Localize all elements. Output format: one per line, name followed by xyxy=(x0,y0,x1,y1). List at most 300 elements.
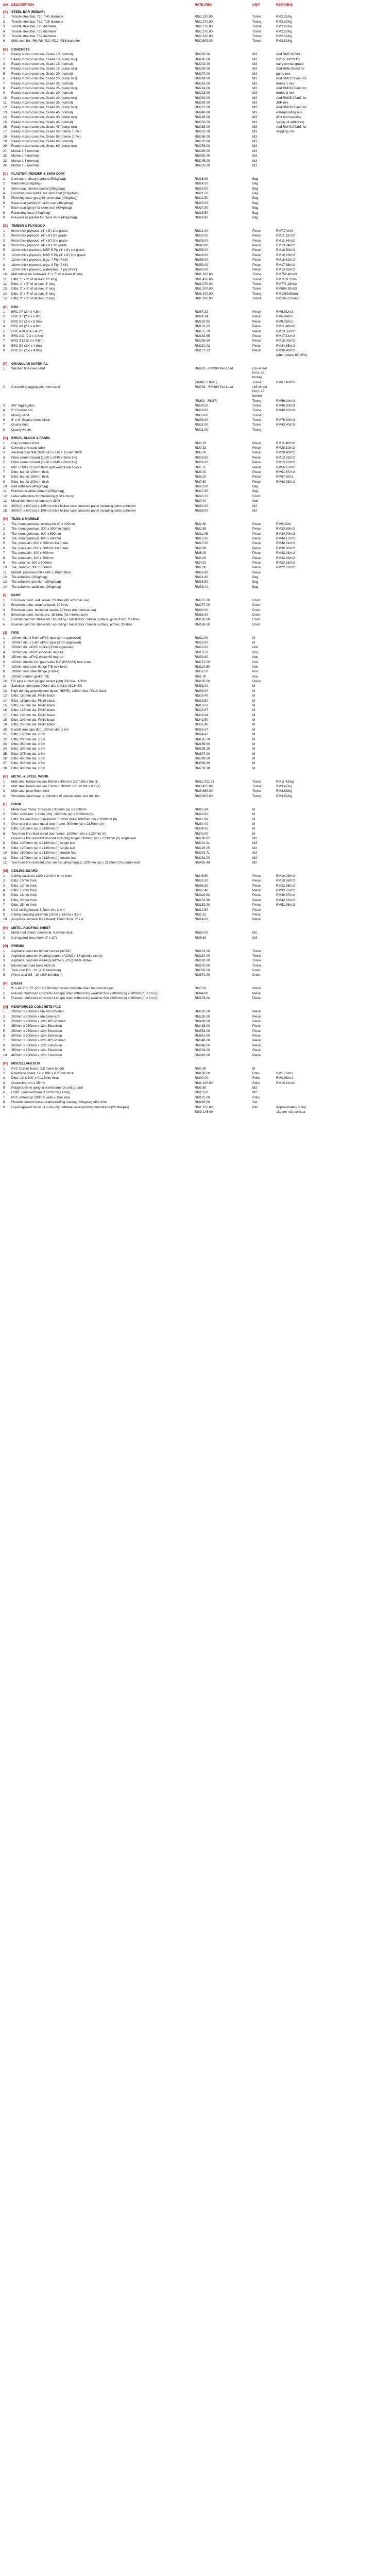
item-remark xyxy=(276,860,372,865)
item-rate: RM55.00 xyxy=(195,258,208,262)
item-number: 6 xyxy=(3,201,5,205)
item-remark xyxy=(276,504,372,509)
item-description: Ready mixed concrete, Grade 10 (pump mix) xyxy=(11,57,77,61)
item-description: Ditto; 110mm dia. PN10 black xyxy=(11,699,55,703)
item-description: PVC Cornel Board; 2.5 meter length xyxy=(11,1066,64,1071)
item-number: 1 xyxy=(3,367,5,371)
table-row xyxy=(3,1086,372,1090)
section-header-row xyxy=(3,867,372,874)
item-unit: Tonne xyxy=(252,380,262,384)
item-unit: Tonne xyxy=(252,273,262,277)
item-number: 10 xyxy=(3,1053,7,1057)
item-number: 4 xyxy=(3,963,5,968)
item-unit: Tonne xyxy=(252,20,262,24)
item-rate: RM2.55 xyxy=(195,527,207,531)
item-rate: RM40.00 xyxy=(195,267,208,272)
item-unit: M2 xyxy=(252,851,257,855)
table-row xyxy=(3,836,372,841)
item-description: Ditto; 125mm dia. PN10 black xyxy=(11,708,55,713)
item-unit: M3 xyxy=(252,163,257,167)
item-rate: RM15.90 xyxy=(195,537,208,541)
table-row xyxy=(3,494,372,499)
item-rate: RM258.00 xyxy=(195,125,210,129)
table-row xyxy=(3,338,372,343)
table-row xyxy=(3,766,372,771)
table-row xyxy=(3,215,372,220)
item-remark: Add RM12.00/m3 for xyxy=(276,77,306,81)
item-remark xyxy=(276,640,372,645)
table-row xyxy=(3,949,372,954)
item-number: 9 xyxy=(3,91,5,95)
item-description: Ditto; 250mm dia. PN10 black xyxy=(11,723,55,727)
item-rate: RM902 - RM990 Per Load xyxy=(195,367,233,371)
item-remark xyxy=(276,713,372,718)
table-row xyxy=(3,1043,372,1048)
item-rate: RM29.40 xyxy=(195,694,208,698)
item-number: 9 xyxy=(3,674,5,679)
item-rate: RM1,150.00 xyxy=(195,1105,213,1109)
item-description: 200mm x 200mm x 6m M/S Pointed xyxy=(11,1010,64,1014)
item-unit: Piece xyxy=(252,912,261,917)
item-unit: Pail xyxy=(252,1105,258,1109)
item-description: Asphaltic concrete binder course (ACBC) xyxy=(11,949,72,953)
item-rate: RM38.00 xyxy=(195,239,208,243)
item-remark: RM33.33/m2 xyxy=(276,556,295,560)
item-description: High density polyethylene pipes (HDPE), 110mm dia. PN10 black xyxy=(11,689,107,693)
table-row xyxy=(3,580,372,585)
table-row xyxy=(3,1029,372,1033)
item-description: Mild steel bar, R6, R8, R10, R12, R16 diameter xyxy=(11,39,80,43)
item-rate: RM208.60 xyxy=(195,339,210,343)
item-number: 1 xyxy=(3,949,5,953)
item-unit: Piece xyxy=(252,1019,261,1023)
item-description: 200mm x 200mm x 6m Extension xyxy=(11,1014,60,1019)
section-letter: [D] xyxy=(3,224,8,228)
item-number: 6 xyxy=(3,39,5,43)
item-unit: M3 xyxy=(252,140,257,144)
item-unit: Tonne xyxy=(252,29,262,33)
item-number: 3 xyxy=(3,319,5,324)
table-row xyxy=(3,348,372,353)
item-description: Ditto; 200mm dia. PN10 black xyxy=(11,718,55,722)
item-rate: SGD 145.00 xyxy=(195,1110,213,1114)
item-unit: Tonne xyxy=(252,949,262,953)
item-remark: RM48.61/m2 xyxy=(276,541,295,546)
item-rate: RM285.00 xyxy=(195,149,210,153)
item-unit: Bag xyxy=(252,201,259,205)
item-unit: Drum xyxy=(252,622,261,626)
item-unit: Tonne xyxy=(252,15,262,19)
item-number: 9 xyxy=(3,846,5,850)
item-unit: Piece xyxy=(252,1039,261,1043)
item-number: 23 xyxy=(3,742,7,746)
table-row xyxy=(3,20,372,24)
item-description: Mild steel hollow section 75mm x 100mm x 2.3m thk x 6m (1) xyxy=(11,785,100,789)
item-number: 3 xyxy=(3,884,5,888)
item-number: 19 xyxy=(3,723,7,727)
item-description: Corrugated zinc sheet (2' x 10') xyxy=(11,936,57,940)
item-unit: M2 xyxy=(252,841,257,845)
item-description: Ditto; 1" x 9" of at least 8' long xyxy=(11,282,55,286)
item-rate: RM0.33 xyxy=(195,446,207,450)
item-number: 10 xyxy=(3,96,7,100)
item-rate: RM261.00 xyxy=(195,856,210,860)
item-number: 14 xyxy=(3,699,7,703)
table-row xyxy=(3,196,372,201)
table-row xyxy=(3,846,372,851)
item-rate: RM158.00 xyxy=(195,1071,210,1075)
item-rate: RM749.00 xyxy=(195,1048,210,1053)
item-unit: M xyxy=(252,699,255,703)
item-unit: M3 xyxy=(252,149,257,153)
table-row xyxy=(3,1066,372,1071)
item-remark xyxy=(276,703,372,708)
item-number: 7 xyxy=(3,837,5,841)
item-description: Ditto; 12mm thick xyxy=(11,884,37,888)
section-header-row xyxy=(3,1003,372,1010)
item-unit: Bag xyxy=(252,206,259,210)
item-description: Tack coat RS - 1K (200 litre/drum) xyxy=(11,969,61,973)
item-number: 26 xyxy=(3,757,7,761)
table-row xyxy=(3,154,372,158)
item-description: Prime coat SS - 1K (200 litre/drum) xyxy=(11,973,63,977)
item-number: 2 xyxy=(3,315,5,319)
item-unit: Piece xyxy=(252,239,261,243)
item-remark: pump mix xyxy=(276,72,291,76)
item-number: 7 xyxy=(3,1039,5,1043)
item-remark: RM751.48/m3 xyxy=(276,273,297,277)
item-rate: RM42.00 xyxy=(195,832,208,836)
item-unit: Tonne xyxy=(252,287,262,291)
item-unit: Piece xyxy=(252,893,261,897)
table-row xyxy=(3,963,372,968)
item-remark: RM51.36/m2 xyxy=(276,903,295,907)
item-remark xyxy=(276,936,372,940)
item-unit: Piece xyxy=(252,532,261,536)
item-unit: Nos xyxy=(252,674,259,679)
section-letter: [P] xyxy=(3,981,8,986)
item-unit: M xyxy=(252,742,255,746)
item-unit: Drum xyxy=(252,618,261,622)
item-remark xyxy=(276,917,372,922)
item-description: Structural steel beams, columns of various sizes and the like xyxy=(11,794,100,798)
item-remark: Add RM25.00/m3 for xyxy=(276,96,306,100)
item-description: Ready mixed concrete, Grade 40 (normal) xyxy=(11,110,73,114)
item-number: 27 xyxy=(3,761,7,766)
item-rate: RM15.00 xyxy=(195,641,208,645)
item-rate: RM17.50 xyxy=(195,541,208,546)
item-number: 1 xyxy=(3,987,5,991)
table-row xyxy=(3,258,372,262)
item-remark xyxy=(276,689,372,693)
item-number: 8 xyxy=(3,841,5,845)
item-number xyxy=(3,394,11,398)
item-description: 3/4" Aggregates xyxy=(11,403,35,408)
item-remark: RM3.80/kg xyxy=(276,794,292,798)
item-description: Ditto; but for 200mm thick xyxy=(11,480,49,484)
item-unit: Piece xyxy=(252,546,261,550)
item-remark: RM6.94/m2 xyxy=(276,315,294,319)
item-remark xyxy=(276,585,372,589)
item-unit: M3 xyxy=(252,144,257,148)
table-row xyxy=(3,551,372,555)
item-rate: RM0.40 xyxy=(195,499,207,503)
item-remark: RM2.27/kg xyxy=(276,20,292,24)
item-number: 1 xyxy=(3,779,5,784)
item-remark xyxy=(276,723,372,727)
table-row xyxy=(3,888,372,893)
table-row xyxy=(3,622,372,627)
table-row xyxy=(3,106,372,110)
item-unit: Tonne xyxy=(252,785,262,789)
item-remark: RM11.44/m2 xyxy=(276,239,295,243)
item-remark: tremie 2 mix xyxy=(276,91,294,95)
table-row xyxy=(3,191,372,196)
item-number: 9 xyxy=(3,561,5,565)
item-number: 1 xyxy=(3,177,5,181)
item-rate: RM56.50 xyxy=(195,670,208,674)
table-row xyxy=(3,1071,372,1076)
item-remark xyxy=(276,177,372,181)
section-header-row xyxy=(3,303,372,310)
table-row xyxy=(3,1048,372,1053)
table-row xyxy=(3,504,372,509)
item-description: Cement and sand brick xyxy=(11,446,45,450)
item-number: 7 xyxy=(3,423,5,427)
item-number: 5 xyxy=(3,34,5,38)
table-row xyxy=(3,344,372,348)
item-rate: RM43.00 xyxy=(195,244,208,248)
item-unit: M xyxy=(252,718,255,722)
item-rate: RM3,475.00 xyxy=(195,785,213,789)
item-description: 100mm ductile iron gate valve D/F (BS5163) haw b-tek xyxy=(11,660,92,664)
item-number: 15 xyxy=(3,509,7,513)
item-description: BRC B9 (2.4 x 4.8m) xyxy=(11,344,42,348)
item-description: Ditto; 1800mm (w) x 2130mm (h) double leaf xyxy=(11,856,77,860)
item-description: Liquid-applied moisture cure polyurethane waterproofing membrane (20 litre/pail) xyxy=(11,1105,129,1109)
table-row xyxy=(3,650,372,655)
item-number: 8 xyxy=(3,1100,5,1105)
item-number: 21 xyxy=(3,149,7,153)
item-description: Ditto; 160mm dia. PN10 black xyxy=(11,713,55,717)
item-rate: RM11.60 xyxy=(195,807,208,811)
item-description: Fibre cement board (1220 x 2440 x 6mm thk) xyxy=(11,461,77,465)
table-row xyxy=(3,181,372,186)
item-rate: RM2.00 xyxy=(195,566,207,570)
item-remark: RM1063.28/m3 xyxy=(276,297,299,301)
item-description: Fibre cement board (1220 x 2440 x 9mm thk) xyxy=(11,455,77,460)
item-remark xyxy=(276,159,372,163)
item-number: 2 xyxy=(3,991,5,995)
item-number: 7 xyxy=(3,551,5,555)
item-remark xyxy=(276,1029,372,1033)
item-description: Ditto; 250mm dia. x 6m xyxy=(11,742,45,746)
item-description: 250mm x 250mm x 12m M/S Pointed xyxy=(11,1019,66,1023)
table-row xyxy=(3,784,372,789)
table-row xyxy=(3,159,372,163)
item-remark: RM56.34/m3 xyxy=(276,399,295,403)
table-row xyxy=(3,413,372,418)
table-row xyxy=(3,67,372,72)
item-description: Precast reinforced concrete U-shape drain without dry weather flow (300mm(w) x 600mm(h) x 1m (l)) xyxy=(11,991,159,995)
item-unit: Tonne xyxy=(252,292,262,296)
item-number: 21 xyxy=(3,733,7,737)
item-remark: RM44.65/m2 xyxy=(276,898,295,902)
item-description: 12mm thick plywood, tego, 7 Ply (4'x8') xyxy=(11,258,69,262)
item-remark xyxy=(276,930,372,935)
table-row xyxy=(3,817,372,822)
item-rate: RM438.00 xyxy=(195,1019,210,1023)
item-unit: M xyxy=(252,636,255,640)
item-rate: RM91.34 xyxy=(195,315,208,319)
item-remark xyxy=(276,494,372,499)
item-description xyxy=(11,380,195,385)
item-unit: Tonne xyxy=(252,779,262,784)
item-number: 18 xyxy=(3,718,7,722)
item-description: Wallcrete (50kg/bag) xyxy=(11,182,42,186)
item-number: 8 xyxy=(3,908,5,912)
item-rate: RM3,660.00 xyxy=(195,789,213,793)
table-row xyxy=(3,756,372,761)
item-remark xyxy=(276,958,372,963)
item-description: Tile, homogeneous, 300 x 300mm (light) xyxy=(11,527,71,531)
item-rate: RM569.80 xyxy=(195,761,210,766)
item-number: 18 xyxy=(3,134,7,139)
item-rate: RM2,500.00 xyxy=(195,39,213,43)
item-description: Ready mixed concrete, Grade 25 (normal) xyxy=(11,81,73,86)
item-description: Stainless steel pipe 20mm dia. X 0.1m (SCH 40) xyxy=(11,684,82,688)
item-description: 300mm x 300mm x 12m Extension xyxy=(11,1034,62,1038)
item-description: Ready mixed concrete, Grade 30 (pump mix) xyxy=(11,96,77,100)
item-remark xyxy=(276,154,372,158)
item-description: Ready mixed concrete, Grade 35 (pump mix) xyxy=(11,106,77,110)
item-number: 2 xyxy=(3,1071,5,1075)
item-remark: RM3.66/kg xyxy=(276,789,292,793)
item-remark: RM17.83/m2 xyxy=(276,263,295,267)
item-description: Ready mixed concrete, Grade 60 (normal) xyxy=(11,140,73,144)
item-unit: M3 xyxy=(252,53,257,57)
table-row xyxy=(3,968,372,973)
item-description: Mortar 1:8 (normal) xyxy=(11,163,40,167)
item-number: 3 xyxy=(3,817,5,821)
item-rate: RM15.00 xyxy=(195,201,208,205)
item-unit: Piece xyxy=(252,470,261,474)
item-unit xyxy=(252,1110,276,1114)
item-number: 6 xyxy=(3,465,5,469)
item-unit: Tonne xyxy=(252,297,262,301)
item-rate: RM67.32 xyxy=(195,310,208,314)
table-row xyxy=(3,912,372,917)
item-unit: M2 xyxy=(252,509,257,513)
item-number: 15 xyxy=(3,703,7,707)
item-rate: RM1,100.00 xyxy=(195,1081,213,1085)
item-rate: RM52.00 xyxy=(195,684,208,688)
item-unit: M3 xyxy=(252,134,257,139)
item-rate: RM290.82 xyxy=(195,837,210,841)
item-rate: RM134.00 xyxy=(195,954,210,958)
item-rate: RM48.50 xyxy=(195,874,208,878)
item-description: Tensile steel bar, T12, T16 diameter xyxy=(11,20,64,24)
item-unit: Tonne xyxy=(252,418,262,422)
item-number: 3 xyxy=(3,532,5,536)
item-unit: Piece xyxy=(252,263,261,267)
item-unit: M3 xyxy=(252,96,257,100)
table-row xyxy=(3,272,372,277)
item-unit: M3 xyxy=(252,57,257,61)
item-description xyxy=(11,1110,195,1114)
item-rate: RM166.00 xyxy=(195,618,210,622)
item-description: Tensile steel bar, T10, T40 diameter xyxy=(11,15,64,19)
table-row xyxy=(3,669,372,674)
section-title: PLASTER, RENDER & SKIM COAT xyxy=(11,172,65,176)
item-remark: RM15.00/m3 for xyxy=(276,57,300,61)
table-row xyxy=(3,206,372,210)
item-rate xyxy=(195,376,252,380)
item-unit: Piece xyxy=(252,455,261,460)
item-description: 150mm dia. uPVC socket (2mm approved) xyxy=(11,646,74,650)
item-unit: M2 xyxy=(252,846,257,850)
item-number: 9 xyxy=(3,215,5,219)
item-description: Ditto; 2" x 2" of at least 8' long xyxy=(11,297,55,301)
item-number: 6 xyxy=(3,253,5,257)
item-number: 5 xyxy=(3,248,5,252)
item-remark xyxy=(276,617,372,622)
item-description: Ditto; 1200mm (w) x 2130mm (h) single leaf xyxy=(11,846,75,850)
item-number: 3 xyxy=(3,789,5,793)
item-unit: Piece xyxy=(252,903,261,907)
item-rate: RM60.00 xyxy=(195,931,208,935)
item-remark xyxy=(276,817,372,822)
item-unit: M xyxy=(252,737,255,741)
item-number: 3 xyxy=(3,239,5,243)
item-description: Base coat (white) for skim coat (40kg/bag) xyxy=(11,201,73,205)
item-remark: RM67.5/m2 xyxy=(276,475,294,479)
section-header-row xyxy=(3,629,372,636)
item-unit: Piece xyxy=(252,551,261,555)
header-description: DESCRIPTION xyxy=(11,3,34,7)
table-row xyxy=(3,480,372,484)
item-remark: RM17.14/m2 xyxy=(276,334,295,338)
item-description: 150mm dia. uPVC elbow 90 degree xyxy=(11,655,63,659)
item-remark xyxy=(276,1043,372,1048)
item-number: 5 xyxy=(3,413,5,417)
item-remark xyxy=(276,669,372,674)
item-rate: RM641.00 xyxy=(195,1034,210,1038)
section-letter: [A] xyxy=(3,10,8,14)
item-rate: RM553.00 xyxy=(195,1029,210,1033)
item-rate: RM17.80 xyxy=(195,206,208,210)
item-remark: RM2.27/kg xyxy=(276,25,292,29)
item-remark: RM18.62/m2 xyxy=(276,258,295,262)
item-remark xyxy=(276,679,372,684)
item-unit: Piece xyxy=(252,527,261,531)
item-remark: RM28.40/m2 xyxy=(276,451,295,455)
item-unit: M2 xyxy=(252,1091,257,1095)
item-description: Tile, homogeneous, 600 x 600mm xyxy=(11,537,61,541)
item-unit: Piece xyxy=(252,1053,261,1057)
table-row xyxy=(3,29,372,34)
table-row xyxy=(3,100,372,105)
item-rate: RM14.50 xyxy=(195,182,208,186)
item-remark: RM30.70/m2 xyxy=(276,532,295,536)
item-rate: RM209.00 xyxy=(195,67,210,71)
item-description: 9mm thick plywood, (4' x 8') 3rd grade xyxy=(11,244,67,248)
item-unit: Tonne xyxy=(252,413,262,417)
item-unit: Piece xyxy=(252,475,261,479)
item-unit: M xyxy=(252,713,255,717)
item-number: 3 xyxy=(3,451,5,455)
item-unit: M3 xyxy=(252,72,257,76)
